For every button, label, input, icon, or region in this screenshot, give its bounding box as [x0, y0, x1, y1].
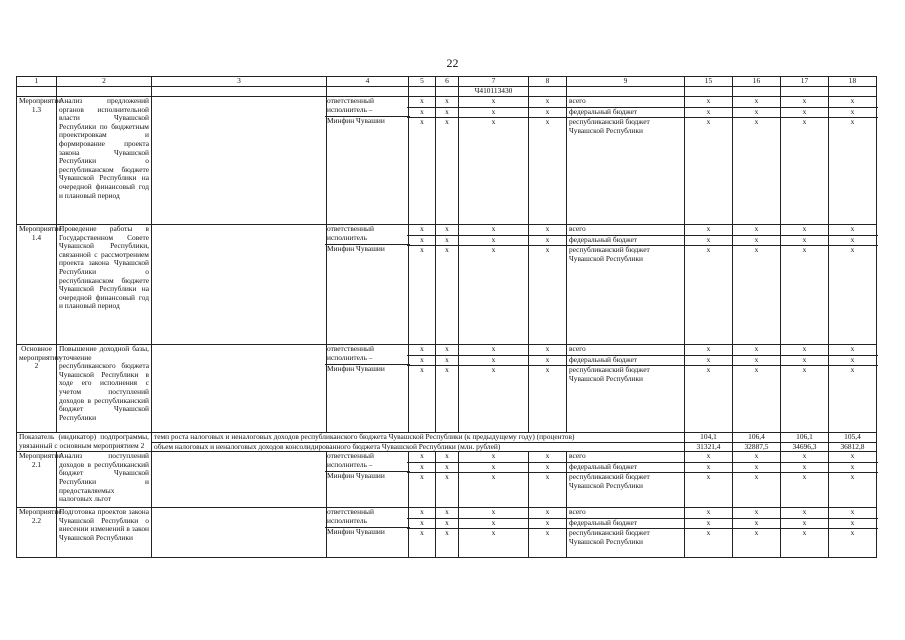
x-mark: х — [683, 225, 734, 236]
x-mark: х — [491, 365, 496, 374]
col-header: 1 — [17, 77, 57, 87]
indicator-value: 106,1 — [781, 433, 829, 443]
x-cells — [781, 345, 829, 433]
x-mark: х — [754, 365, 759, 374]
x-cells — [529, 452, 567, 508]
responsible-role: ответственный исполнитель – — [325, 452, 410, 472]
x-mark: х — [527, 108, 568, 119]
indicator-value: 36812,8 — [829, 442, 877, 452]
budget-label: республиканский бюджет Чувашской Республики — [569, 472, 650, 490]
x-cells — [829, 345, 877, 433]
budget-cell — [567, 345, 685, 433]
x-mark: х — [706, 117, 711, 126]
x-mark: х — [407, 108, 437, 119]
x-mark: х — [457, 519, 530, 530]
x-mark: х — [683, 452, 734, 463]
header-row — [17, 77, 877, 87]
x-mark: х — [779, 236, 830, 247]
x-mark: х — [706, 528, 711, 538]
x-mark: х — [407, 236, 437, 247]
x-cells — [685, 452, 733, 508]
x-mark: х — [434, 508, 460, 519]
x-mark: х — [491, 528, 496, 538]
x-mark: х — [827, 225, 878, 236]
col-header: 4 — [327, 77, 409, 87]
event-row — [17, 225, 877, 345]
event-name: Мероприятие 1.3 — [17, 97, 57, 225]
x-cells — [829, 97, 877, 225]
x-cells — [436, 97, 459, 225]
budget-cell — [567, 97, 685, 225]
x-mark: х — [545, 117, 550, 126]
x-cells — [459, 97, 529, 225]
x-cells — [733, 508, 781, 558]
responsible-org: Минфин Чувашии — [327, 364, 385, 373]
x-mark: х — [527, 236, 568, 247]
x-mark: х — [827, 108, 878, 119]
responsible-org: Минфин Чувашии — [327, 471, 385, 481]
responsible-cell — [327, 452, 409, 508]
x-mark: х — [545, 528, 550, 538]
x-mark: х — [445, 245, 449, 254]
x-mark: х — [434, 463, 460, 474]
x-mark: х — [445, 472, 449, 482]
event-row — [17, 508, 877, 558]
x-cells — [529, 508, 567, 558]
responsible-cell — [327, 225, 409, 345]
event-description: Подготовка проектов закона Чувашской Республики о внесении изменений в закон Чувашской Республики — [57, 508, 152, 558]
col-header: 3 — [152, 77, 327, 87]
budget-label: республиканский бюджет Чувашской Республики — [569, 528, 650, 546]
event-name: Основное мероприятие 2 — [17, 345, 57, 433]
x-mark: х — [850, 472, 855, 482]
program-table — [16, 76, 877, 558]
x-mark: х — [407, 508, 437, 519]
x-cells — [733, 225, 781, 345]
x-mark: х — [802, 117, 807, 126]
x-mark: х — [731, 463, 782, 474]
indicator-value: 106,4 — [733, 433, 781, 443]
x-mark: х — [683, 463, 734, 474]
x-mark: х — [827, 236, 878, 247]
x-mark: х — [527, 463, 568, 474]
budget-label: всего — [567, 508, 684, 519]
code-row — [17, 87, 877, 97]
x-mark: х — [545, 245, 550, 254]
x-mark: х — [457, 345, 530, 356]
event-row — [17, 452, 877, 508]
x-mark: х — [445, 365, 449, 374]
x-cells — [685, 225, 733, 345]
x-mark: х — [434, 236, 460, 247]
x-mark: х — [407, 463, 437, 474]
x-mark: х — [434, 356, 460, 367]
col-header: 2 — [57, 77, 152, 87]
x-mark: х — [457, 108, 530, 119]
indicator-value: 104,1 — [685, 433, 733, 443]
indicator-value: 34696,3 — [781, 442, 829, 452]
col-header: 6 — [436, 77, 459, 87]
x-cells — [409, 508, 436, 558]
indicator-value: 32887,5 — [733, 442, 781, 452]
x-mark: х — [827, 345, 878, 356]
empty-cell — [152, 508, 327, 558]
event-description: Анализ поступлений доходов в республиканский бюджет Чувашской Республики и предоставляемых налоговых льгот — [57, 452, 152, 508]
x-mark: х — [827, 519, 878, 530]
x-cells — [781, 97, 829, 225]
x-mark: х — [683, 108, 734, 119]
x-cells — [829, 508, 877, 558]
responsible-role: ответственный исполнитель – — [325, 97, 410, 117]
x-cells — [685, 97, 733, 225]
budget-cell — [567, 452, 685, 508]
empty-cell — [152, 452, 327, 508]
indicator-text — [152, 442, 685, 452]
budget-label: всего — [567, 452, 684, 463]
x-mark: х — [420, 528, 424, 538]
x-cells — [529, 97, 567, 225]
x-cells — [829, 452, 877, 508]
x-mark: х — [407, 452, 437, 463]
x-mark: х — [683, 236, 734, 247]
responsible-cell — [327, 97, 409, 225]
budget-label: федеральный бюджет — [567, 519, 684, 530]
x-mark: х — [754, 245, 759, 254]
x-mark: х — [731, 97, 782, 108]
x-cells — [436, 225, 459, 345]
x-mark: х — [420, 365, 424, 374]
x-mark: х — [407, 225, 437, 236]
x-mark: х — [434, 345, 460, 356]
x-mark: х — [434, 97, 460, 108]
indicator-value: 31321,4 — [685, 442, 733, 452]
x-mark: х — [827, 97, 878, 108]
x-cells — [459, 345, 529, 433]
x-mark: х — [683, 519, 734, 530]
budget-label: всего — [567, 345, 684, 356]
budget-label: федеральный бюджет — [567, 356, 684, 367]
x-mark: х — [457, 236, 530, 247]
x-mark: х — [527, 356, 568, 367]
x-mark: х — [527, 345, 568, 356]
budget-label: республиканский бюджет Чувашской Республики — [569, 365, 650, 383]
x-mark: х — [802, 245, 807, 254]
x-mark: х — [802, 472, 807, 482]
x-mark: х — [407, 519, 437, 530]
x-cells — [436, 508, 459, 558]
x-cells — [409, 452, 436, 508]
responsible-role: ответственный исполнитель – — [325, 345, 410, 365]
x-mark: х — [779, 356, 830, 367]
indicator-value: 105,4 — [829, 433, 877, 443]
col-header: 9 — [567, 77, 685, 87]
x-mark: х — [731, 108, 782, 119]
responsible-org: Минфин Чувашии — [327, 244, 385, 253]
col-header: 7 — [459, 77, 529, 87]
x-cells — [733, 97, 781, 225]
x-cells — [685, 345, 733, 433]
x-mark: х — [754, 528, 759, 538]
x-mark: х — [457, 356, 530, 367]
x-mark: х — [802, 528, 807, 538]
event-name: Мероприятие 2.1 — [17, 452, 57, 508]
event-description: Анализ предложений органов исполнительной власти Чувашской Республики по бюджетным проектировкам и формирование проекта закона Чувашской Республики о республиканском бюджете Чувашской Республики на очередной финансовый год и плановый период — [57, 97, 152, 225]
x-mark: х — [827, 452, 878, 463]
indicator-text-value: темп роста налоговых и неналоговых доходов республиканского бюджета Чувашской Республики (к предыдущему году) (процентов) — [154, 432, 575, 441]
x-mark: х — [850, 245, 855, 254]
x-mark: х — [779, 345, 830, 356]
x-mark: х — [434, 225, 460, 236]
event-name: Мероприятие 2.2 — [17, 508, 57, 558]
x-mark: х — [731, 236, 782, 247]
x-mark: х — [731, 345, 782, 356]
responsible-cell — [327, 508, 409, 558]
x-mark: х — [420, 117, 424, 126]
x-mark: х — [683, 97, 734, 108]
x-mark: х — [754, 117, 759, 126]
budget-cell — [567, 225, 685, 345]
x-mark: х — [407, 356, 437, 367]
budget-label: всего — [567, 97, 684, 108]
budget-label: всего — [567, 225, 684, 236]
responsible-org: Минфин Чувашии — [327, 116, 385, 125]
x-cells — [685, 508, 733, 558]
responsible-role: ответственный исполнитель — [325, 225, 410, 245]
col-header: 15 — [685, 77, 733, 87]
budget-label: республиканский бюджет Чувашской Республики — [569, 117, 650, 135]
x-mark: х — [491, 245, 496, 254]
x-mark: х — [683, 508, 734, 519]
x-cells — [529, 225, 567, 345]
x-cells — [829, 225, 877, 345]
empty-cell — [152, 225, 327, 345]
event-row — [17, 345, 877, 433]
budget-label: федеральный бюджет — [567, 236, 684, 247]
x-cells — [409, 225, 436, 345]
x-cells — [436, 345, 459, 433]
x-mark: х — [683, 356, 734, 367]
x-mark: х — [407, 345, 437, 356]
x-mark: х — [445, 117, 449, 126]
x-cells — [733, 345, 781, 433]
x-cells — [781, 452, 829, 508]
event-description: Повышение доходной базы, уточнение республиканского бюджета Чувашской Республики в ходе его исполнения с учетом поступлений доходов в республиканский бюджет Чувашской Республики — [57, 345, 152, 433]
x-mark: х — [434, 452, 460, 463]
x-mark: х — [731, 519, 782, 530]
x-mark: х — [706, 365, 711, 374]
event-name: Мероприятие 1.4 — [17, 225, 57, 345]
x-mark: х — [850, 365, 855, 374]
budget-label: республиканский бюджет Чувашской Республики — [569, 245, 650, 263]
x-mark: х — [827, 463, 878, 474]
x-mark: х — [457, 463, 530, 474]
x-mark: х — [491, 117, 496, 126]
x-mark: х — [754, 472, 759, 482]
x-mark: х — [779, 108, 830, 119]
x-cells — [529, 345, 567, 433]
x-cells — [409, 97, 436, 225]
code-cell: Ч410113430 — [459, 87, 529, 97]
event-row — [17, 97, 877, 225]
x-mark: х — [420, 472, 424, 482]
x-mark: х — [779, 463, 830, 474]
x-mark: х — [779, 97, 830, 108]
budget-label: федеральный бюджет — [567, 108, 684, 119]
x-mark: х — [457, 97, 530, 108]
x-mark: х — [731, 508, 782, 519]
x-mark: х — [779, 452, 830, 463]
x-cells — [781, 225, 829, 345]
x-mark: х — [527, 519, 568, 530]
x-mark: х — [457, 225, 530, 236]
x-mark: х — [434, 519, 460, 530]
x-mark: х — [731, 225, 782, 236]
x-mark: х — [527, 508, 568, 519]
x-mark: х — [527, 97, 568, 108]
x-cells — [409, 345, 436, 433]
x-cells — [781, 508, 829, 558]
responsible-cell — [327, 345, 409, 433]
x-cells — [733, 452, 781, 508]
col-header: 17 — [781, 77, 829, 87]
x-cells — [436, 452, 459, 508]
x-mark: х — [545, 365, 550, 374]
x-mark: х — [457, 508, 530, 519]
col-header: 8 — [529, 77, 567, 87]
x-mark: х — [491, 472, 496, 482]
x-mark: х — [527, 452, 568, 463]
budget-label: федеральный бюджет — [567, 463, 684, 474]
x-mark: х — [706, 245, 711, 254]
x-mark: х — [802, 365, 807, 374]
x-cells — [459, 452, 529, 508]
x-mark: х — [420, 245, 424, 254]
x-mark: х — [779, 508, 830, 519]
x-mark: х — [850, 528, 855, 538]
x-mark: х — [731, 452, 782, 463]
indicator-label: Показатель (индикатор) подпрограммы, увязанный с основным мероприятием 2 — [17, 433, 152, 452]
x-mark: х — [827, 508, 878, 519]
x-mark: х — [827, 356, 878, 367]
x-mark: х — [407, 97, 437, 108]
col-header: 16 — [733, 77, 781, 87]
page-number: 22 — [446, 56, 459, 70]
col-header: 5 — [409, 77, 436, 87]
col-header: 18 — [829, 77, 877, 87]
responsible-org: Минфин Чувашии — [327, 527, 385, 537]
x-mark: х — [434, 108, 460, 119]
x-mark: х — [545, 472, 550, 482]
x-mark: х — [457, 452, 530, 463]
x-mark: х — [445, 528, 449, 538]
x-mark: х — [850, 117, 855, 126]
empty-cell — [152, 97, 327, 225]
x-mark: х — [683, 345, 734, 356]
x-mark: х — [706, 472, 711, 482]
event-description: Проведение работы в Государственном Совете Чувашской Республики, связанной с рассмотрением проекта закона Чувашской Республики о республиканском бюджете Чувашской Республики на очередной финансовый год и плановый период — [57, 225, 152, 345]
x-mark: х — [731, 356, 782, 367]
x-mark: х — [779, 225, 830, 236]
x-mark: х — [527, 225, 568, 236]
responsible-role: ответственный исполнитель — [325, 508, 410, 528]
x-cells — [459, 508, 529, 558]
empty-cell — [152, 345, 327, 433]
x-mark: х — [779, 519, 830, 530]
indicator-text-value: объем налоговых и неналоговых доходов консолидированного бюджета Чувашской Республики (млн. рублей) — [154, 441, 501, 451]
budget-cell — [567, 508, 685, 558]
x-cells — [459, 225, 529, 345]
